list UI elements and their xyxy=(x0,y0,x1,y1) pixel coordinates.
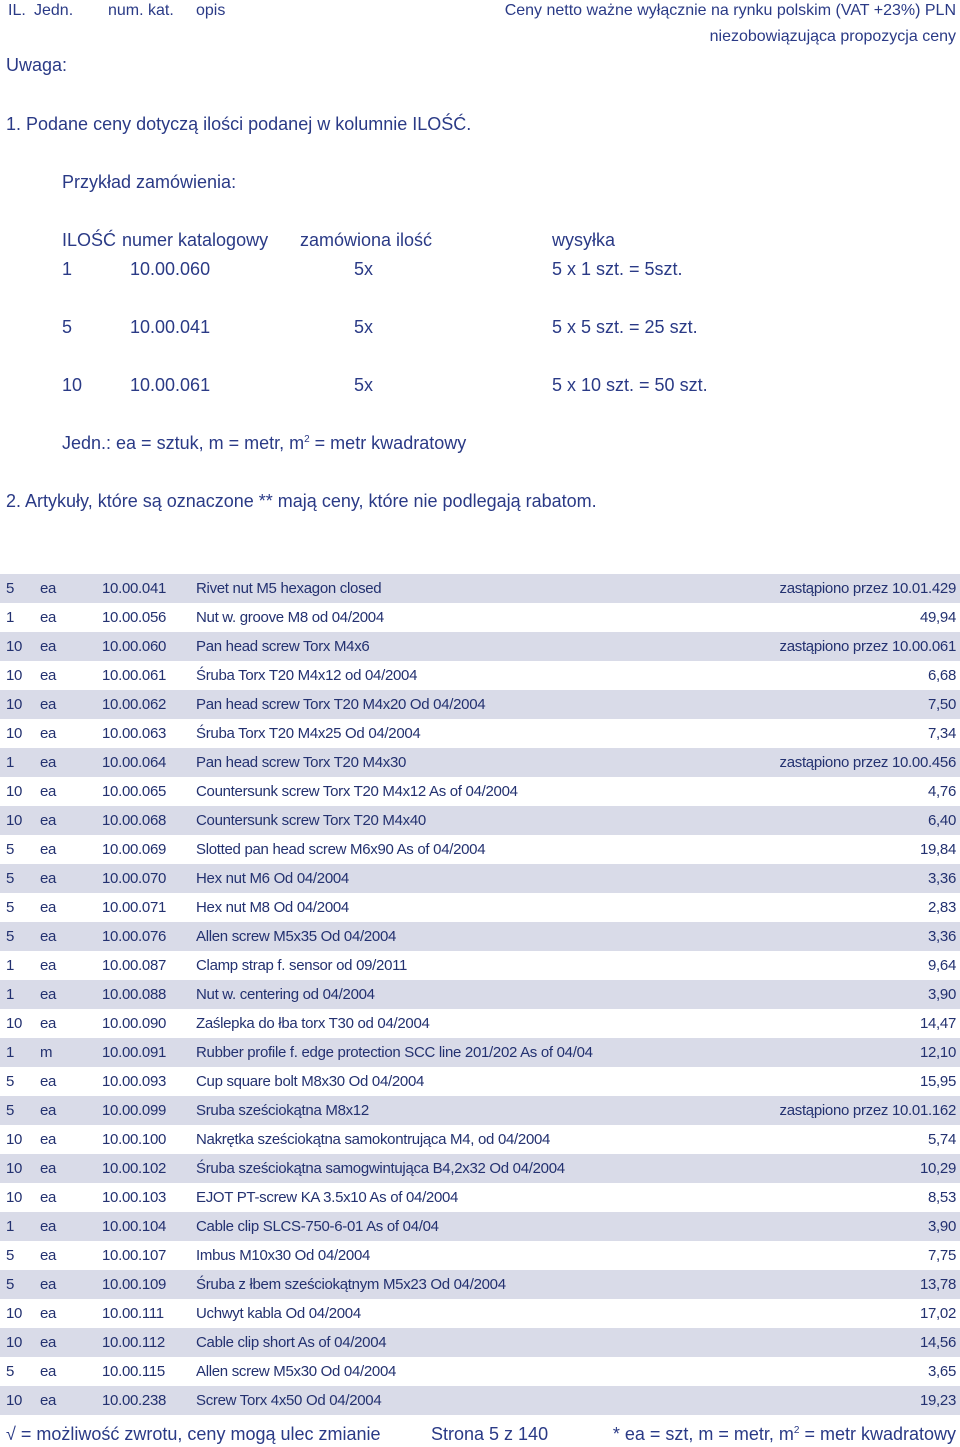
row-price: zastąpiono przez 10.00.456 xyxy=(779,754,956,771)
row-description: Śruba Torx T20 M4x12 od 04/2004 xyxy=(196,667,418,684)
row-description: Pan head screw Torx M4x6 xyxy=(196,638,370,655)
row-quantity: 1 xyxy=(6,986,15,1003)
row-description: Countersunk screw Torx T20 M4x40 xyxy=(196,812,426,829)
row-catalog-number: 10.00.109 xyxy=(102,1276,167,1293)
row-quantity: 10 xyxy=(6,1334,23,1351)
row-catalog-number: 10.00.102 xyxy=(102,1160,167,1177)
row-price: 10,29 xyxy=(919,1160,956,1177)
example-row-1-qty: 1 xyxy=(62,259,73,279)
row-catalog-number: 10.00.069 xyxy=(102,841,167,858)
col-header-description: opis xyxy=(196,2,226,19)
row-unit: ea xyxy=(40,1102,57,1119)
row-quantity: 10 xyxy=(6,1015,23,1032)
example-row-3-ordered: 5x xyxy=(354,375,374,395)
row-quantity: 10 xyxy=(6,1160,23,1177)
row-unit: ea xyxy=(40,1218,57,1235)
row-unit: ea xyxy=(40,1189,57,1206)
row-unit: ea xyxy=(40,725,57,742)
row-quantity: 10 xyxy=(6,783,23,800)
row-price: 19,84 xyxy=(919,841,956,858)
row-quantity: 5 xyxy=(6,899,15,916)
row-description: Hex nut M6 Od 04/2004 xyxy=(196,870,349,887)
row-quantity: 5 xyxy=(6,1073,15,1090)
row-unit: ea xyxy=(40,1305,57,1322)
row-description: EJOT PT-screw KA 3.5x10 As of 04/2004 xyxy=(196,1189,459,1206)
row-price: 9,64 xyxy=(928,957,956,974)
row-unit: ea xyxy=(40,899,57,916)
row-price: 49,94 xyxy=(919,609,956,626)
row-quantity: 10 xyxy=(6,725,23,742)
table-row xyxy=(0,922,960,951)
row-description: Screw Torx 4x50 Od 04/2004 xyxy=(196,1392,382,1409)
row-description: Pan head screw Torx T20 M4x30 xyxy=(196,754,407,771)
row-catalog-number: 10.00.041 xyxy=(102,580,167,597)
row-quantity: 10 xyxy=(6,812,23,829)
example-row-2-qty: 5 xyxy=(62,317,73,337)
table-row xyxy=(0,1386,960,1415)
row-catalog-number: 10.00.091 xyxy=(102,1044,167,1061)
table-row xyxy=(0,951,960,980)
row-quantity: 10 xyxy=(6,1305,23,1322)
row-unit: ea xyxy=(40,841,57,858)
row-price: zastąpiono przez 10.00.061 xyxy=(779,638,956,655)
row-price: zastąpiono przez 10.01.429 xyxy=(779,580,956,597)
row-quantity: 5 xyxy=(6,928,15,945)
page-number: Strona 5 z 140 xyxy=(431,1424,549,1444)
note-2: 2. Artykuły, które są oznaczone ** mają ceny, które nie podlegają rabatom. xyxy=(6,491,597,511)
note-1: 1. Podane ceny dotyczą ilości podanej w kolumnie ILOŚĆ. xyxy=(6,114,472,134)
table-row xyxy=(0,1212,960,1241)
table-row xyxy=(0,1241,960,1270)
row-price: 14,56 xyxy=(919,1334,956,1351)
row-unit: ea xyxy=(40,754,57,771)
row-unit: ea xyxy=(40,696,57,713)
footer-legend: √ = możliwość zwrotu, ceny mogą ulec zmianie xyxy=(6,1424,381,1444)
row-description: Uchwyt kabla Od 04/2004 xyxy=(196,1305,361,1322)
table-row xyxy=(0,1009,960,1038)
example-header-ordered: zamówiona ilość xyxy=(300,230,433,250)
row-catalog-number: 10.00.071 xyxy=(102,899,167,916)
row-price: 7,50 xyxy=(928,696,956,713)
row-price: 12,10 xyxy=(919,1044,956,1061)
row-price: 14,47 xyxy=(919,1015,956,1032)
row-quantity: 10 xyxy=(6,638,23,655)
example-row-1-ordered: 5x xyxy=(354,259,374,279)
table-row xyxy=(0,893,960,922)
row-unit: ea xyxy=(40,812,57,829)
row-price: 19,23 xyxy=(919,1392,956,1409)
row-description: Hex nut M8 Od 04/2004 xyxy=(196,899,349,916)
row-unit: m xyxy=(40,1044,53,1061)
row-price: 3,65 xyxy=(928,1363,956,1380)
row-quantity: 5 xyxy=(6,1363,15,1380)
row-unit: ea xyxy=(40,957,57,974)
example-row-3-shipping: 5 x 10 szt. = 50 szt. xyxy=(552,375,708,395)
row-quantity: 10 xyxy=(6,1189,23,1206)
row-catalog-number: 10.00.100 xyxy=(102,1131,167,1148)
price-note: Ceny netto ważne wyłącznie na rynku polskim (VAT +23%) PLN xyxy=(504,2,956,19)
row-quantity: 5 xyxy=(6,1276,15,1293)
row-quantity: 1 xyxy=(6,754,15,771)
row-catalog-number: 10.00.062 xyxy=(102,696,167,713)
row-description: Clamp strap f. sensor od 09/2011 xyxy=(196,957,408,974)
row-price: 8,53 xyxy=(928,1189,956,1206)
row-catalog-number: 10.00.056 xyxy=(102,609,167,626)
table-row xyxy=(0,603,960,632)
row-price: 15,95 xyxy=(919,1073,956,1090)
row-price: zastąpiono przez 10.01.162 xyxy=(779,1102,956,1119)
table-row xyxy=(0,1183,960,1212)
table-row xyxy=(0,864,960,893)
row-quantity: 5 xyxy=(6,870,15,887)
row-unit: ea xyxy=(40,580,57,597)
table-row xyxy=(0,1067,960,1096)
table-row xyxy=(0,1328,960,1357)
row-unit: ea xyxy=(40,1392,57,1409)
table-row xyxy=(0,632,960,661)
row-catalog-number: 10.00.238 xyxy=(102,1392,167,1409)
table-row xyxy=(0,574,960,603)
row-unit: ea xyxy=(40,928,57,945)
example-row-2-shipping: 5 x 5 szt. = 25 szt. xyxy=(552,317,698,337)
col-header-qty: IL. xyxy=(8,2,26,19)
row-catalog-number: 10.00.115 xyxy=(102,1363,165,1380)
example-header-catalog: numer katalogowy xyxy=(122,230,269,250)
table-row xyxy=(0,1038,960,1067)
row-description: Slotted pan head screw M6x90 As of 04/2004 xyxy=(196,841,486,858)
row-quantity: 10 xyxy=(6,1392,23,1409)
row-quantity: 10 xyxy=(6,696,23,713)
example-row-2-ordered: 5x xyxy=(354,317,374,337)
row-description: Allen screw M5x35 Od 04/2004 xyxy=(196,928,397,945)
row-description: Cup square bolt M8x30 Od 04/2004 xyxy=(196,1073,425,1090)
row-catalog-number: 10.00.061 xyxy=(102,667,167,684)
row-description: Nakrętka sześciokątna samokontrująca M4, od 04/2004 xyxy=(196,1131,551,1148)
row-catalog-number: 10.00.060 xyxy=(102,638,167,655)
example-row-1-shipping: 5 x 1 szt. = 5szt. xyxy=(552,259,683,279)
row-description: Śruba sześciokątna samogwintująca B4,2x32 Od 04/2004 xyxy=(196,1160,565,1177)
example-header-shipping: wysyłka xyxy=(552,230,616,250)
row-quantity: 10 xyxy=(6,1131,23,1148)
row-description: Pan head screw Torx T20 M4x20 Od 04/2004 xyxy=(196,696,486,713)
row-catalog-number: 10.00.088 xyxy=(102,986,167,1003)
row-unit: ea xyxy=(40,1073,57,1090)
row-description: Śruba z łbem sześciokątnym M5x23 Od 04/2004 xyxy=(196,1276,506,1293)
row-price: 7,34 xyxy=(928,725,956,742)
row-catalog-number: 10.00.104 xyxy=(102,1218,167,1235)
row-description: Imbus M10x30 Od 04/2004 xyxy=(196,1247,371,1264)
row-unit: ea xyxy=(40,609,57,626)
row-description: Śruba Torx T20 M4x25 Od 04/2004 xyxy=(196,725,421,742)
col-header-catalog: num. kat. xyxy=(108,2,174,19)
row-price: 3,36 xyxy=(928,928,956,945)
row-description: Nut w. centering od 04/2004 xyxy=(196,986,375,1003)
units-legend: Jedn.: ea = sztuk, m = metr, $m^2$ = metr kwadratowy xyxy=(62,433,467,453)
row-price: 4,76 xyxy=(928,783,956,800)
example-header-qty: ILOŚĆ xyxy=(62,230,117,250)
row-unit: ea xyxy=(40,1276,57,1293)
row-description: Rubber profile f. edge protection SCC line 201/202 As of 04/04 xyxy=(196,1044,593,1061)
row-price: 6,40 xyxy=(928,812,956,829)
row-price: 13,78 xyxy=(919,1276,956,1293)
row-price: 7,75 xyxy=(928,1247,956,1264)
row-catalog-number: 10.00.103 xyxy=(102,1189,167,1206)
row-quantity: 10 xyxy=(6,667,23,684)
table-row xyxy=(0,777,960,806)
row-unit: ea xyxy=(40,1363,57,1380)
row-unit: ea xyxy=(40,1160,57,1177)
row-quantity: 5 xyxy=(6,1102,15,1119)
notes-title: Uwaga: xyxy=(6,55,68,75)
row-quantity: 1 xyxy=(6,957,15,974)
table-row xyxy=(0,1125,960,1154)
row-quantity: 1 xyxy=(6,1044,15,1061)
row-catalog-number: 10.00.063 xyxy=(102,725,167,742)
example-title: Przykład zamówienia: xyxy=(62,172,237,192)
row-description: Countersunk screw Torx T20 M4x12 As of 04/2004 xyxy=(196,783,518,800)
row-quantity: 1 xyxy=(6,1218,15,1235)
row-price: 3,90 xyxy=(928,1218,956,1235)
table-row xyxy=(0,806,960,835)
row-description: Cable clip short As of 04/2004 xyxy=(196,1334,387,1351)
row-catalog-number: 10.00.076 xyxy=(102,928,167,945)
row-catalog-number: 10.00.068 xyxy=(102,812,167,829)
row-unit: ea xyxy=(40,667,57,684)
row-catalog-number: 10.00.099 xyxy=(102,1102,167,1119)
row-unit: ea xyxy=(40,638,57,655)
row-quantity: 5 xyxy=(6,841,15,858)
row-price: 3,36 xyxy=(928,870,956,887)
row-price: 2,83 xyxy=(928,899,956,916)
row-catalog-number: 10.00.065 xyxy=(102,783,167,800)
example-row-1-catalog: 10.00.060 xyxy=(130,259,211,279)
table-row xyxy=(0,1299,960,1328)
row-unit: ea xyxy=(40,1131,57,1148)
example-row-3-qty: 10 xyxy=(62,375,83,395)
row-description: Zaślepka do łba torx T30 od 04/2004 xyxy=(196,1015,430,1032)
row-catalog-number: 10.00.107 xyxy=(102,1247,167,1264)
row-description: Nut w. groove M8 od 04/2004 xyxy=(196,609,384,626)
row-description: Rivet nut M5 hexagon closed xyxy=(196,580,382,597)
row-unit: ea xyxy=(40,783,57,800)
row-quantity: 5 xyxy=(6,1247,15,1264)
table-row xyxy=(0,1270,960,1299)
example-row-2-catalog: 10.00.041 xyxy=(130,317,211,337)
table-row xyxy=(0,719,960,748)
row-price: 5,74 xyxy=(928,1131,956,1148)
table-row xyxy=(0,1357,960,1386)
row-unit: ea xyxy=(40,1247,57,1264)
price-table xyxy=(0,574,960,1415)
row-price: 6,68 xyxy=(928,667,956,684)
table-row xyxy=(0,835,960,864)
table-row xyxy=(0,1154,960,1183)
example-row-3-catalog: 10.00.061 xyxy=(130,375,211,395)
row-unit: ea xyxy=(40,986,57,1003)
table-row xyxy=(0,661,960,690)
table-row xyxy=(0,980,960,1009)
row-catalog-number: 10.00.111 xyxy=(102,1305,164,1322)
row-description: Cable clip SLCS-750-6-01 As of 04/04 xyxy=(196,1218,439,1235)
row-catalog-number: 10.00.087 xyxy=(102,957,167,974)
row-catalog-number: 10.00.093 xyxy=(102,1073,167,1090)
row-quantity: 5 xyxy=(6,580,15,597)
row-catalog-number: 10.00.090 xyxy=(102,1015,167,1032)
row-unit: ea xyxy=(40,1015,57,1032)
row-price: 17,02 xyxy=(919,1305,956,1322)
table-row xyxy=(0,748,960,777)
row-catalog-number: 10.00.064 xyxy=(102,754,167,771)
table-row xyxy=(0,1096,960,1125)
col-header-unit: Jedn. xyxy=(34,2,74,19)
footer-units: * ea = szt, m = metr, $m^2$ = metr kwadratowy xyxy=(612,1424,956,1444)
table-row xyxy=(0,690,960,719)
row-unit: ea xyxy=(40,870,57,887)
row-price: 3,90 xyxy=(928,986,956,1003)
row-description: Sruba sześciokątna M8x12 xyxy=(196,1102,369,1119)
row-catalog-number: 10.00.112 xyxy=(102,1334,165,1351)
row-catalog-number: 10.00.070 xyxy=(102,870,167,887)
row-quantity: 1 xyxy=(6,609,15,626)
offer-note: niezobowiązująca propozycja ceny xyxy=(709,28,956,45)
row-description: Allen screw M5x30 Od 04/2004 xyxy=(196,1363,397,1380)
row-unit: ea xyxy=(40,1334,57,1351)
